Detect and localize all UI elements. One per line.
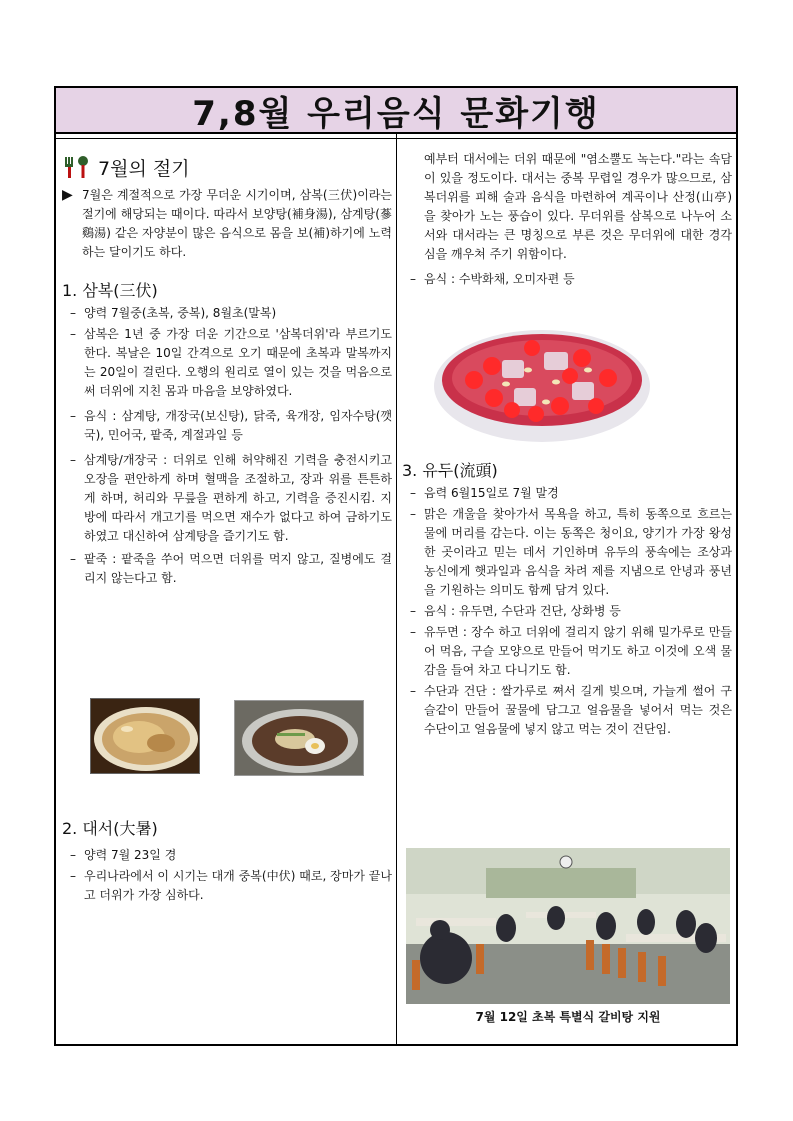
list-item: – 양력 7월 23일 경 xyxy=(70,848,177,862)
yudu-list xyxy=(402,484,732,739)
list-item: – 음식 : 유두면, 수단과 건단, 상화병 등 xyxy=(410,604,621,618)
list-item: – 음식 : 삼계탕, 개장국(보신탕), 닭죽, 육개장, 임자수탕(깻국), 민어국, 팥죽, 계절과일 등 xyxy=(70,409,392,442)
column-divider xyxy=(396,134,397,1044)
title-banner xyxy=(56,88,736,134)
hwachae-photo xyxy=(432,322,652,444)
list-item: – 팥죽 : 팥죽을 쑤어 먹으면 더위를 먹지 않고, 질병에도 걸리지 않는다고 함. xyxy=(70,552,392,585)
sambok-list xyxy=(62,304,392,588)
list-item: – 유두면 : 장수 하고 더위에 걸리지 않기 위해 밀가루로 만들어 먹음, 구슬 모양으로 만들어 먹기도 하고 이것에 오색 물감을 들여 차고 다니기도 함. xyxy=(410,625,732,677)
photo-caption: 7월 12일 초복 특별식 갈비탕 지원 xyxy=(475,1010,661,1024)
list-item: – 맑은 개울을 찾아가서 목욕을 하고, 특히 동쪽으로 흐르는 물에 머리를 감는다. 이는 동쪽은 청이요, 양기가 가장 왕성한 곳이라고 믿는 데서 기인하며 유두의 풍속에는 조상과 농신에게 햇과일과 음식을 차려 제를 지냄으로 안녕과 풍년을 기원하는 의미도 함께 담겨 있다. xyxy=(410,507,732,597)
list-item: – 삼계탕/개장국 : 더위로 인해 허약해진 기력을 충전시키고 오장을 편안하게 하며 혈맥을 조절하고, 장과 위를 튼튼하게 하며, 허리와 무릎을 편하게 하고, 기력을 증진시킴. 지방에 따라서 개고기를 먹으면 재수가 없다고 하여 금하기도 하였고 대신하여 삼계탕을 즐기기도 함. xyxy=(70,453,392,543)
right-column xyxy=(402,136,732,291)
yudu-heading: 3. 유두(流頭) xyxy=(402,461,498,480)
daeseo-list xyxy=(62,846,392,905)
list-item: – 삼복은 1년 중 가장 더운 기간으로 '삼복더위'라 부르기도 한다. 복날은 10일 간격으로 오기 때문에 초복과 말복까지는 20일이 걸린다. 오행의 원리로 열이 있는 것을 먹음으로써 더위에 지친 몸과 마음을 보양하였다. xyxy=(70,327,392,398)
daeseo-heading: 2. 대서(大暑) xyxy=(62,819,158,838)
july-heading: 7월의 절기 xyxy=(98,157,190,180)
page-title: 7,8월 우리음식 문화기행 xyxy=(192,93,600,134)
left-column xyxy=(62,142,392,590)
page-frame xyxy=(54,86,738,1046)
list-item: – 우리나라에서 이 시기는 대개 중복(中伏) 때로, 장마가 끝나고 더위가 가장 심하다. xyxy=(70,869,392,902)
sambok-heading: 1. 삼복(三伏) xyxy=(62,281,158,300)
yudu-section xyxy=(402,460,732,741)
naengmyeon-photo xyxy=(234,700,364,776)
list-item: – 수단과 건단 : 쌀가루로 쪄서 길게 빚으며, 가늘게 썰어 구슬같이 만들어 꿀물에 담그고 얼음물을 넣어서 먹는 것은 수단이고 얼음물에 넣지 않고 먹는 것이 건단임. xyxy=(410,684,732,736)
daeseo-continued-text: 예부터 대서에는 더위 때문에 "염소뿔도 녹는다."라는 속담이 있을 정도이다. 대서는 중복 무렵일 경우가 많으므로, 삼복더위를 피해 술과 음식을 마련하여 계곡이나 산정(山亭)을 찾아가 노는 풍습이 있다. 무더위를 삼복으로 나누어 소서와 대서라는 큰 명칭으로 부른 것은 무더위에 대한 경각심을 깨우쳐 주기 위함이다. xyxy=(424,152,732,261)
july-intro xyxy=(62,186,392,262)
samgyetang-photo xyxy=(90,698,200,774)
utensils-icon xyxy=(62,155,94,179)
list-item: – 음식 : 수박화채, 오미자편 등 xyxy=(410,272,575,286)
daeseo-food-list xyxy=(402,270,732,289)
list-item: – 양력 7월중(초복, 중복), 8월초(말복) xyxy=(70,306,277,320)
july-heading-row xyxy=(62,152,392,182)
list-item: – 음력 6월15일로 7월 말경 xyxy=(410,486,559,500)
cafeteria-photo xyxy=(406,848,730,1004)
daeseo-section-left xyxy=(62,818,392,907)
arrow-icon: ▶ xyxy=(62,187,73,203)
july-intro-text: 7월은 계절적으로 가장 무더운 시기이며, 삼복(三伏)이라는 절기에 해당되는 때이다. 따라서 보양탕(補身湯), 삼계탕(蔘鷄湯) 같은 자양분이 많은 음식으로 몸을 보(補)하기에 노력하는 달이기도 하다. xyxy=(82,188,392,259)
